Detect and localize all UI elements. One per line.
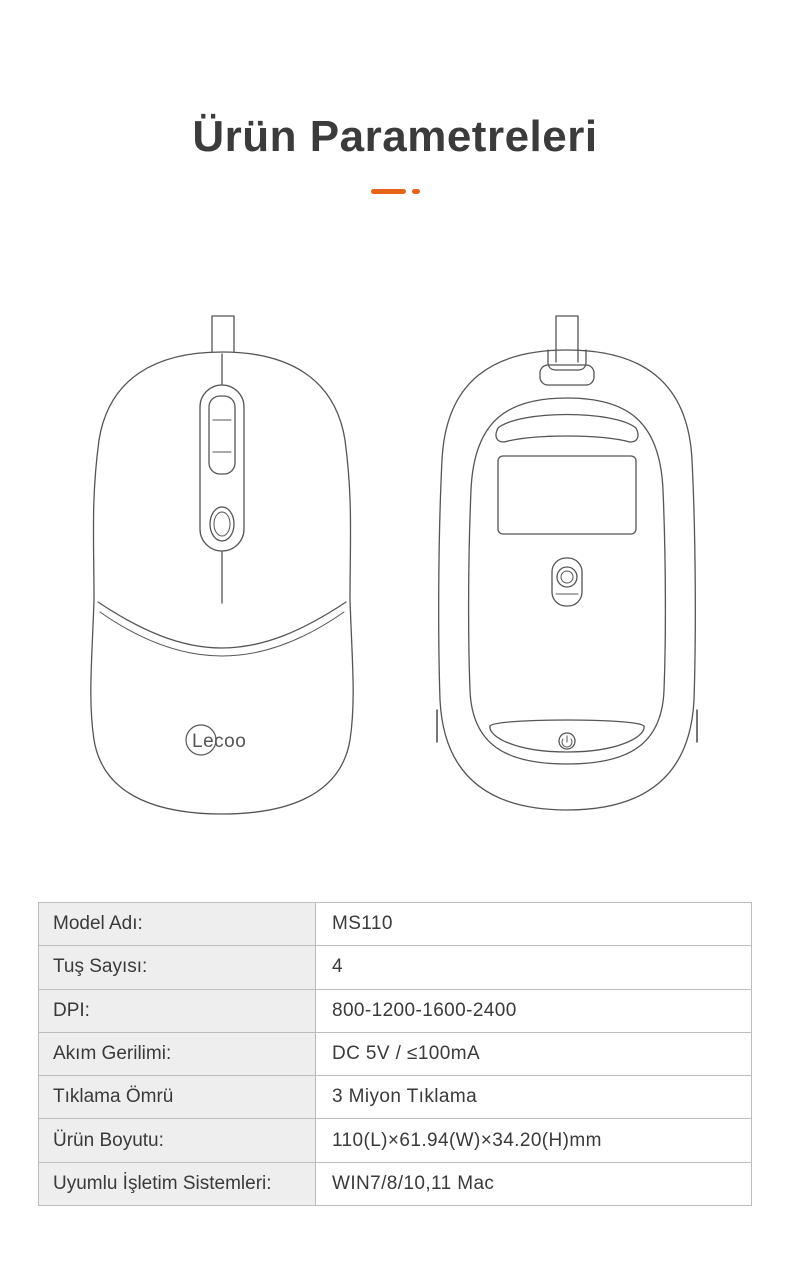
spec-table-body [39, 903, 752, 1206]
brand-logo-text: Lecoo [192, 731, 247, 752]
spec-value: 3 Miyon Tıklama [316, 1076, 752, 1119]
table-row [39, 903, 752, 946]
spec-label: DPI: [39, 989, 316, 1032]
title-accent-dot [412, 189, 420, 194]
spec-label: Tuş Sayısı: [39, 946, 316, 989]
spec-label: Akım Gerilimi: [39, 1032, 316, 1075]
table-row [39, 1032, 752, 1075]
spec-label: Tıklama Ömrü [39, 1076, 316, 1119]
spec-label: Uyumlu İşletim Sistemleri: [39, 1162, 316, 1205]
mouse-top-view-icon [91, 316, 353, 814]
table-row [39, 1119, 752, 1162]
table-row [39, 1162, 752, 1205]
table-row [39, 946, 752, 989]
page-title: Ürün Parametreleri [192, 112, 598, 161]
spec-value: WIN7/8/10,11 Mac [316, 1162, 752, 1205]
spec-label: Ürün Boyutu: [39, 1119, 316, 1162]
title-accent-bar [371, 189, 406, 194]
spec-value: 800-1200-1600-2400 [316, 989, 752, 1032]
spec-value: 4 [316, 946, 752, 989]
spec-table [38, 902, 752, 1206]
mouse-illustration [0, 300, 790, 830]
table-row [39, 989, 752, 1032]
spec-value: 110(L)×61.94(W)×34.20(H)mm [316, 1119, 752, 1162]
spec-label: Model Adı: [39, 903, 316, 946]
spec-value: MS110 [316, 903, 752, 946]
spec-value: DC 5V / ≤100mA [316, 1032, 752, 1075]
table-row [39, 1076, 752, 1119]
mouse-bottom-view-icon [437, 316, 697, 810]
